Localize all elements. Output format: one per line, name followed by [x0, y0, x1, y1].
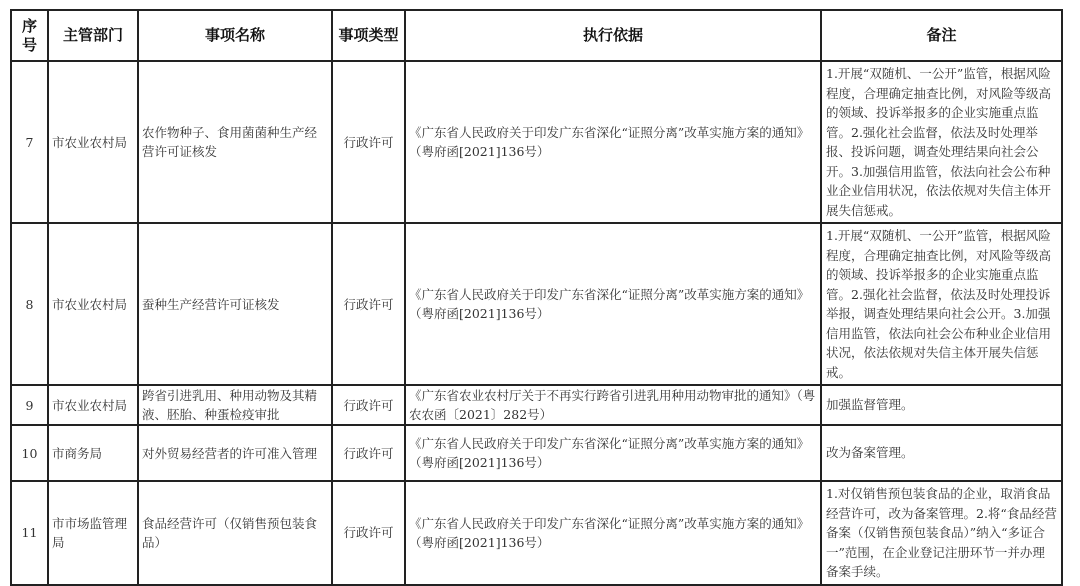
table-row — [11, 61, 1062, 223]
header-dept: 主管部门 — [48, 10, 138, 61]
cell-dept: 市市场监管理局 — [48, 481, 138, 585]
cell-name: 蚕种生产经营许可证核发 — [138, 223, 332, 385]
cell-no: 8 — [11, 223, 48, 385]
cell-basis: 《广东省人民政府关于印发广东省深化“证照分离”改革实施方案的通知》（粤府函[2021]136号） — [405, 425, 821, 481]
cell-name: 对外贸易经营者的许可准入管理 — [138, 425, 332, 481]
header-note: 备注 — [821, 10, 1062, 61]
header-type: 事项类型 — [332, 10, 405, 61]
cell-note: 1.开展“双随机、一公开”监管，根据风险程度，合理确定抽查比例，对风险等级高的领域、投诉举报多的企业实施重点监管。2.强化社会监督，依法及时处理投诉举报，调查处理结果向社会公开。3.加强信用监管，依法向社会公布种业企业信用状况，依法依规对失信主体开展失信惩戒。 — [821, 223, 1062, 385]
header-basis: 执行依据 — [405, 10, 821, 61]
cell-no: 9 — [11, 385, 48, 425]
cell-no: 11 — [11, 481, 48, 585]
cell-dept: 市农业农村局 — [48, 385, 138, 425]
cell-name: 食品经营许可（仅销售预包装食品） — [138, 481, 332, 585]
table-row — [11, 223, 1062, 385]
header-row — [11, 10, 1062, 61]
cell-type: 行政许可 — [332, 61, 405, 223]
cell-name: 跨省引进乳用、种用动物及其精液、胚胎、种蛋检疫审批 — [138, 385, 332, 425]
cell-type: 行政许可 — [332, 425, 405, 481]
table-row — [11, 385, 1062, 425]
cell-basis: 《广东省人民政府关于印发广东省深化“证照分离”改革实施方案的通知》（粤府函[2021]136号） — [405, 223, 821, 385]
cell-dept: 市农业农村局 — [48, 223, 138, 385]
cell-type: 行政许可 — [332, 223, 405, 385]
cell-basis: 《广东省人民政府关于印发广东省深化“证照分离”改革实施方案的通知》（粤府函[2021]136号） — [405, 61, 821, 223]
table-row — [11, 425, 1062, 481]
permit-table — [10, 9, 1063, 586]
cell-note: 改为备案管理。 — [821, 425, 1062, 481]
header-no: 序号 — [11, 10, 48, 61]
cell-type: 行政许可 — [332, 481, 405, 585]
cell-type: 行政许可 — [332, 385, 405, 425]
cell-note: 1.对仅销售预包装食品的企业，取消食品经营许可，改为备案管理。2.将“食品经营备案（仅销售预包装食品）”纳入“多证合一”范围，在企业登记注册环节一并办理备案手续。 — [821, 481, 1062, 585]
cell-basis: 《广东省农业农村厅关于不再实行跨省引进乳用种用动物审批的通知》（粤农农函〔2021〕282号） — [405, 385, 821, 425]
table-row — [11, 481, 1062, 585]
cell-note: 加强监督管理。 — [821, 385, 1062, 425]
cell-dept: 市商务局 — [48, 425, 138, 481]
cell-name: 农作物种子、食用菌菌种生产经营许可证核发 — [138, 61, 332, 223]
cell-no: 7 — [11, 61, 48, 223]
cell-note: 1.开展“双随机、一公开”监管，根据风险程度，合理确定抽查比例，对风险等级高的领域、投诉举报多的企业实施重点监管。2.强化社会监督，依法及时处理举报、投诉问题，调查处理结果向社会公开。3.加强信用监管，依法向社会公布种业企业信用状况，依法依规对失信主体开展失信惩戒。 — [821, 61, 1062, 223]
cell-no: 10 — [11, 425, 48, 481]
cell-dept: 市农业农村局 — [48, 61, 138, 223]
cell-basis: 《广东省人民政府关于印发广东省深化“证照分离”改革实施方案的通知》（粤府函[2021]136号） — [405, 481, 821, 585]
header-name: 事项名称 — [138, 10, 332, 61]
